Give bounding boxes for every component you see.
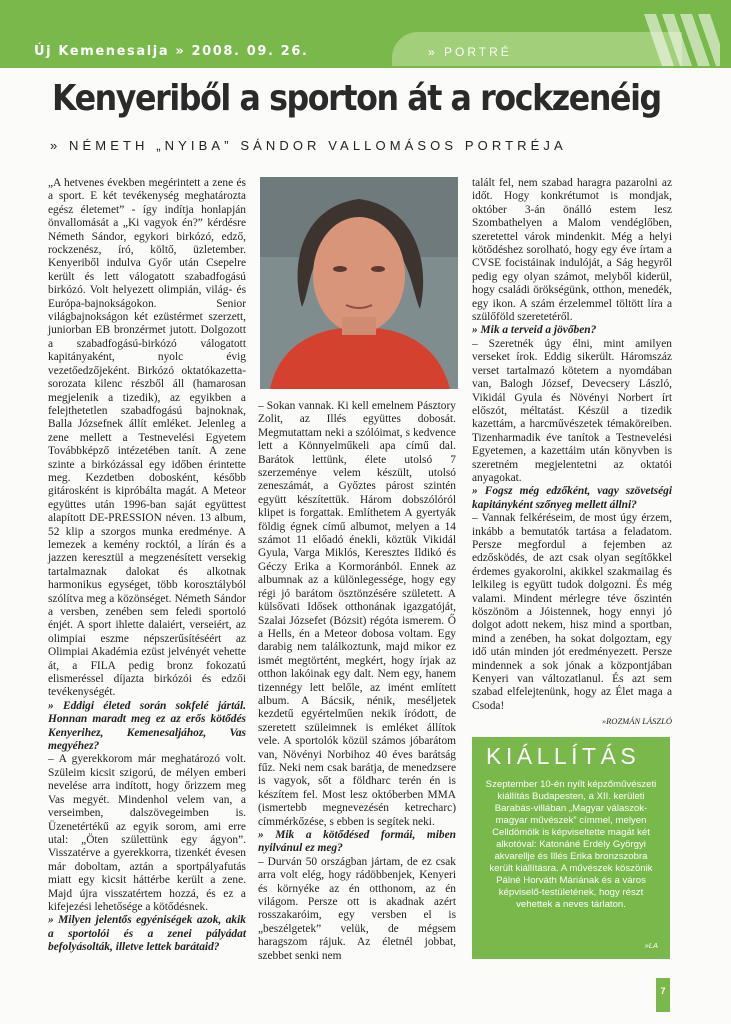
box-title: KIÁLLÍTÁS [486,743,641,769]
text-column-1 [48,177,246,955]
question: » Milyen jelentős egyéniségek azok, akik a sportolói és a zenei pályádat befolyásolták, illetve lettek barátaid? [48,914,246,954]
page-number [656,978,670,1012]
text-column-3 [472,177,672,729]
article-headline: Kenyeriből a sporton át a rockzenéig [52,78,661,119]
answer: – Szeretnék úgy élni, mint amilyen verseket írok. Eddig sikerült. Háromszáz verset tartalmazó kötetem a nyomdában van, Balogh József, Devecsery László, Vikidál Gyula és Növényi Norbert írt előszót, méltatást. Készül a tizedik kazettám, a harcművészetek témaköreiben. Tizenharmadik éve tanítok a Testnevelési Egyetemen, a kazettáim után könyvben is szeretném megjelentetni az oktatói anyagokat. [472,337,672,484]
answer: – A gyerekkorom már meghatározó volt. Szüleim kicsit szigorú, de mélyen emberi nevelése arra indított, hogy őrizzem meg Vas megyét. Mindenhol velem van, a verseimben, dalszövegeimben is. Üzenetértékű az egyik sorom, ami erre utal: „Öten születtünk egy ágyon”. Visszatérve a gyerekkorra, tizenkét évesen már doboltam, aztán a sportpályafutás miatt egy kicsit háttérbe került a zene. Majd újra visszatértem hozzá, és ez a kifejezési lehetősége a kötődésnek. [48,753,246,913]
text-column-2 [258,400,456,963]
answer: – Vannak felkéréseim, de most úgy érzem, inkább a bemutatók tartása a feladatom. Persze megfordul a fejemben az edzősködés, de azt csak olyan segítőkkel érdemes gyakorolni, akikkel szakmailag és lelkileg is együtt tudok dolgozni. És még valami. Mindent mérlegre téve őszintén köszönöm a Jóistennek, hogy ennyi jó dolgot adott nekem, hisz mind a sportban, mind a zenében, ha sokat dolgoztam, egy idő után minden jót eredményezett. Persze mindennek a sok jónak a központjában Kenyeri van változatlanul. És azt sem szabad elfelejtenünk, hogy az Élet maga a Csoda! [472,512,672,712]
question: » Mik a terveid a jövőben? [472,324,597,337]
box-signature: »LA [644,941,658,950]
section-label: » PORTRÉ [428,45,512,59]
box-text: Szeptember 10-én nyílt képzőművészeti kiállítás Budapesten, a XII. kerületi Barabás-villában „Magyar válaszok-magyar művészek” címmel, melyen Celldömölk is képviseltette magát két alkotóval: Katonáné Erdély Györgyi akvarellje és Illés Erika bronzszobra került kiállításra. A művészek köszönik Pálné Horváth Máriának és a város képviselő-testületének, hogy részt vehettek a neves tárlaton. [485,779,657,910]
issue-info: Új Kemenesalja » 2008. 09. 26. [34,44,309,59]
page-number-label: 7 [660,986,666,996]
answer: – Sokan vannak. Ki kell emelnem Pásztory Zolit, az Illés együttes dobosát. Megmutattam neki a szólóimat, s kedvence lett a Könnyelműkeli apa című dal. Barátok lettünk, élete utolsó 7 szerzeménye velem készült, utolsó zeneszámát, a Győztes párost szintén együtt készítettük. Három dobszólóról klipet is forgattak. Említhetem A gyertyák földig égnek című albumot, melyen a 14 számot 11 előadó énekli, köztük Vikidál Gyula, Varga Miklós, Keresztes Ildikó és Géczy Erika a Kormoránból. Ennek az albumnak az a különlegessége, hogy egy régi jó barátom ösztönzésére született. A külsővati Idősek otthonának igazgatóját, Szalai Józsefet (Bózsit) régóta ismerem. Ő a Hells, én a Meteor dobosa voltam. Egy darabig nem találkoztunk, majd mikor ez ismét megtörtént, megkért, hogy írjak az otthon lakóinak egy dalt. Nem egy, hanem tizennégy lett belőle, az imént említett album. A Bácsik, nénik, meséljetek kezdetű egyértelműen nekik íródott, de szeretett szüleimnek is emléket állítok vele. A sportolók közül számos jóbarátom van, Növényi Norbihoz 40 éves barátság fűz. Neki nem csak barátja, de menedzsere is vagyok, sőt a földharc terén én is készítem fel. Most lesz októberben MMA (ismertebb megnevezésén ketrecharc) címmérkőzése, s ebben is segítek neki. [258,400,456,828]
stripes-decoration-icon [640,14,720,66]
exhibition-box [472,737,670,959]
answer: talált fel, nem szabad haragra pazarolni az időt. Hogy konkrétumot is mondjak, október 3-án önálló estem lesz Szombathelyen a Malom vendéglőben, szeretettel várok mindenkit. Még a helyi kötődéshez sorolható, hogy egy éve írtam a CVSE focistáinak indulóját, a Ság hegyről pedig egy olyan számot, melyből kiderül, hogy családi örökségünk, otthon, menedék, egy ikon. A szám érzelemmel töltött líra a szülőföld szeretetéről. [472,177,672,324]
section-tab [392,32,682,66]
question: » Eddigi életed során sokfelé jártál. Honnan maradt meg ez az erős kötődés Kenyerihez, Kemenesaljához, Vas megyéhez? [48,699,246,753]
article-subtitle: » NÉMETH „NYIBA” SÁNDOR VALLOMÁSOS PORTRÉJA [50,138,567,153]
question: » Fogsz még edzőként, vagy szövetségi kapitányként szőnyeg mellett állni? [472,485,672,511]
question: » Mik a kötődésed formái, miben nyilvánul ez meg? [258,829,456,855]
author-signature: »ROZMÁN LÁSZLÓ [601,716,672,727]
intro-paragraph: „A hetvenes években megérintett a zene és a sport. E két tevékenység meghatározta egész életemet” - így indítja honlapján önvallomását a „Ki vagyok én?” kérdésre Németh Sándor, egykori birkózó, edző, rockzenész, író, költő, üzletember. Kenyeriből indulva Győr után Csepelre került és lett válogatott szabadfogású birkózó. Volt helyezett olimpián, világ- és Európa-bajnokságokon. Senior világbajnokságon két ezüstérmet szerzett, juniorban EB bronzérmet jutott. Dolgozott a szabadfogású-birkózó válogatott kapitányaként, nyolc évig vezetőedzőjeként. Birkózó oktatókazetta-sorozata kilenc részből áll (hamarosan megjelenik a tizedik), az egyikben a felejthetetlen szabadfogású bajnoknak, Balla Józsefnek állít emléket. Jelenleg a zene mellett a Testnevelési Egyetem Továbbképző intézetében tanít. A zene szinte a birkózással egy időben érintette meg. Kezdetben dobosként, később gitárosként is kipróbálta magát. A Meteor együttes után 1996-ban saját együttest alapított DE-PRESSION néven. 13 album, 52 klip a szorgos munka eredménye. A lemezek a kemény rocktól, a lírán és a jazzen keresztül a megzenésített versekig tartalmaznak dalokat és alkotnak harmonikus egységet, több korosztályból szólítva meg a közönséget. Németh Sándor a versben, zenében sem feledi sportoló énjét. A sport ihlette dalaiért, verseiért, az olimpiai eszme népszerűsítéséért az Olimpiai Akadémia ezüst jelvényét vehette át, a FILA pedig bronz fokozatú elismeréssel díjazta birkózói és edzői tevékenységét. [48,177,246,699]
answer: – Durván 50 országban jártam, de ez csak arra volt elég, hogy rádöbbenjek, Kenyeri és környéke az én otthonom, az én világom. Persze ott is akadnak azért rosszakaróim, egy versben el is „beszélgetek” velük, de mégsem haragszom rájuk. Az életnél jobbat, szebbet senki nem [258,855,456,962]
portrait-photo [260,177,458,389]
